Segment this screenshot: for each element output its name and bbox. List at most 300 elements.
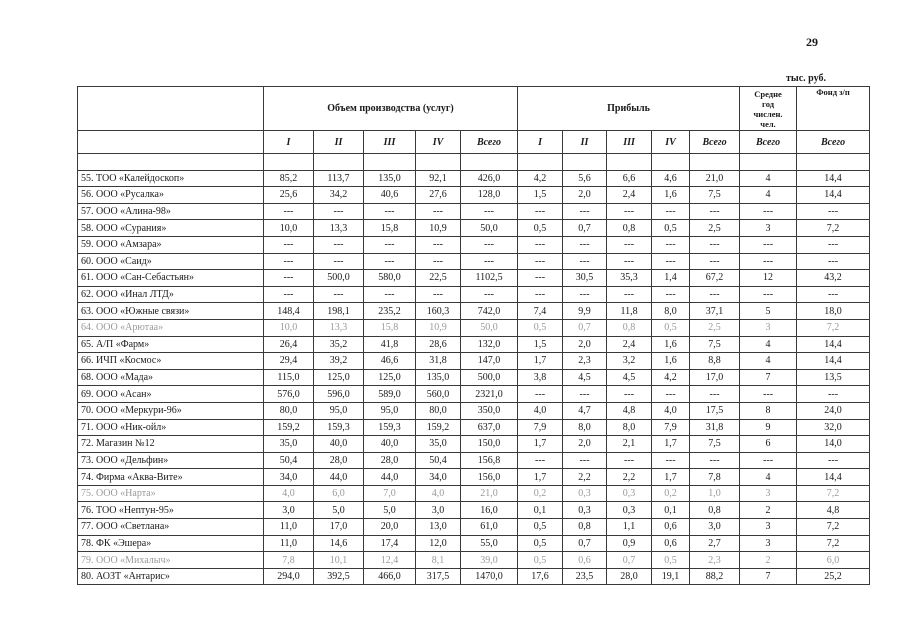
value-cell: --- (690, 203, 740, 220)
value-cell: 12,4 (364, 552, 416, 569)
value-cell: 4 (740, 469, 797, 486)
value-cell: 8,1 (416, 552, 461, 569)
value-cell: --- (652, 452, 690, 469)
value-cell: --- (740, 253, 797, 270)
value-cell: --- (518, 270, 563, 287)
value-cell: 1,5 (518, 187, 563, 204)
value-cell: --- (797, 286, 870, 303)
subheader-cell: Всего (690, 131, 740, 154)
company-name-cell: 59. ООО «Амзара» (78, 236, 264, 253)
value-cell: --- (416, 236, 461, 253)
value-cell: --- (461, 286, 518, 303)
value-cell: --- (690, 236, 740, 253)
page-number: 29 (806, 35, 818, 49)
spacer-cell (797, 154, 870, 171)
header-empty (78, 87, 264, 131)
table-row (78, 452, 870, 469)
value-cell: 35,3 (607, 270, 652, 287)
value-cell: 28,0 (314, 452, 364, 469)
table-row (78, 220, 870, 237)
value-cell: 2,7 (690, 535, 740, 552)
company-name-cell: 79. ООО «Михалыч» (78, 552, 264, 569)
spacer-cell (740, 154, 797, 171)
value-cell: --- (461, 236, 518, 253)
value-cell: --- (607, 286, 652, 303)
value-cell: --- (690, 286, 740, 303)
value-cell: 0,9 (607, 535, 652, 552)
value-cell: 159,2 (416, 419, 461, 436)
table-row (78, 187, 870, 204)
company-name-cell: 64. ООО «Арютаа» (78, 319, 264, 336)
value-cell: 637,0 (461, 419, 518, 436)
value-cell: --- (607, 386, 652, 403)
value-cell: --- (797, 203, 870, 220)
value-cell: 576,0 (264, 386, 314, 403)
spacer-cell (652, 154, 690, 171)
value-cell: 1,7 (518, 353, 563, 370)
value-cell: 4,0 (518, 402, 563, 419)
value-cell: --- (740, 286, 797, 303)
value-cell: 55,0 (461, 535, 518, 552)
value-cell: --- (518, 236, 563, 253)
value-cell: 14,4 (797, 336, 870, 353)
value-cell: 0,5 (518, 552, 563, 569)
value-cell: 2,5 (690, 220, 740, 237)
value-cell: 0,2 (518, 485, 563, 502)
value-cell: 11,8 (607, 303, 652, 320)
value-cell: --- (652, 236, 690, 253)
value-cell: 4,0 (416, 485, 461, 502)
value-cell: 4 (740, 336, 797, 353)
value-cell: 132,0 (461, 336, 518, 353)
value-cell: 88,2 (690, 568, 740, 585)
header-profit-group: Прибыль (518, 87, 740, 131)
value-cell: 3 (740, 319, 797, 336)
value-cell: 589,0 (364, 386, 416, 403)
company-name-cell: 61. ООО «Сан-Себастьян» (78, 270, 264, 287)
table-row (78, 303, 870, 320)
header-wage-fund: Фонд з/п (797, 87, 870, 131)
value-cell: 159,2 (264, 419, 314, 436)
value-cell: 21,0 (461, 485, 518, 502)
value-cell: 135,0 (364, 170, 416, 187)
value-cell: 26,4 (264, 336, 314, 353)
value-cell: 1,0 (690, 485, 740, 502)
value-cell: 35,0 (264, 436, 314, 453)
company-name-cell: 63. ООО «Южные связи» (78, 303, 264, 320)
value-cell: 4,2 (518, 170, 563, 187)
company-name-cell: 71. ООО «Ник-ойл» (78, 419, 264, 436)
value-cell: 0,5 (652, 552, 690, 569)
value-cell: --- (518, 203, 563, 220)
company-name-cell: 55. ТОО «Калейдоскоп» (78, 170, 264, 187)
value-cell: 4,6 (652, 170, 690, 187)
value-cell: 2,4 (607, 336, 652, 353)
value-cell: 160,3 (416, 303, 461, 320)
value-cell: 392,5 (314, 568, 364, 585)
company-name-cell: 70. ООО «Меркури-96» (78, 402, 264, 419)
value-cell: 0,6 (652, 535, 690, 552)
table-row (78, 419, 870, 436)
value-cell: 1,1 (607, 519, 652, 536)
value-cell: 19,1 (652, 568, 690, 585)
value-cell: 6 (740, 436, 797, 453)
value-cell: 13,3 (314, 319, 364, 336)
value-cell: 85,2 (264, 170, 314, 187)
value-cell: --- (740, 386, 797, 403)
table-row (78, 369, 870, 386)
value-cell: 150,0 (461, 436, 518, 453)
value-cell: 14,4 (797, 187, 870, 204)
table-row (78, 270, 870, 287)
value-cell: 7,5 (690, 336, 740, 353)
value-cell: 31,8 (416, 353, 461, 370)
value-cell: 14,0 (797, 436, 870, 453)
value-cell: 2,3 (563, 353, 607, 370)
value-cell: 29,4 (264, 353, 314, 370)
value-cell: 25,2 (797, 568, 870, 585)
value-cell: 22,5 (416, 270, 461, 287)
value-cell: 50,4 (416, 452, 461, 469)
value-cell: --- (364, 203, 416, 220)
spacer-cell (264, 154, 314, 171)
value-cell: 5,6 (563, 170, 607, 187)
value-cell: 7 (740, 369, 797, 386)
value-cell: 10,1 (314, 552, 364, 569)
value-cell: 7,2 (797, 220, 870, 237)
value-cell: --- (740, 236, 797, 253)
subheader-cell: IV (652, 131, 690, 154)
value-cell: 4 (740, 170, 797, 187)
value-cell: --- (518, 452, 563, 469)
value-cell: 6,0 (797, 552, 870, 569)
value-cell: --- (518, 286, 563, 303)
table-row (78, 319, 870, 336)
value-cell: --- (652, 253, 690, 270)
value-cell: 294,0 (264, 568, 314, 585)
value-cell: 28,0 (607, 568, 652, 585)
value-cell: 95,0 (314, 402, 364, 419)
company-name-cell: 74. Фирма «Аква-Вите» (78, 469, 264, 486)
value-cell: 0,5 (518, 519, 563, 536)
table-row (78, 502, 870, 519)
value-cell: 0,2 (652, 485, 690, 502)
value-cell: 43,2 (797, 270, 870, 287)
value-cell: --- (563, 452, 607, 469)
value-cell: 4,8 (607, 402, 652, 419)
value-cell: 3,0 (690, 519, 740, 536)
value-cell: --- (563, 203, 607, 220)
value-cell: 7,2 (797, 319, 870, 336)
value-cell: 0,5 (652, 220, 690, 237)
value-cell: 6,6 (607, 170, 652, 187)
value-cell: 3 (740, 485, 797, 502)
company-name-cell: 72. Магазин №12 (78, 436, 264, 453)
value-cell: 115,0 (264, 369, 314, 386)
value-cell: 46,6 (364, 353, 416, 370)
spacer-cell (461, 154, 518, 171)
value-cell: --- (264, 203, 314, 220)
value-cell: 15,8 (364, 319, 416, 336)
value-cell: 39,2 (314, 353, 364, 370)
value-cell: 5,0 (314, 502, 364, 519)
value-cell: 580,0 (364, 270, 416, 287)
value-cell: 39,0 (461, 552, 518, 569)
value-cell: 0,7 (563, 319, 607, 336)
value-cell: 40,0 (314, 436, 364, 453)
value-cell: --- (607, 452, 652, 469)
value-cell: 30,5 (563, 270, 607, 287)
value-cell: 13,5 (797, 369, 870, 386)
value-cell: --- (461, 203, 518, 220)
value-cell: 37,1 (690, 303, 740, 320)
table-row (78, 253, 870, 270)
value-cell: 9,9 (563, 303, 607, 320)
value-cell: 11,0 (264, 535, 314, 552)
value-cell: --- (797, 386, 870, 403)
value-cell: --- (797, 452, 870, 469)
value-cell: --- (364, 253, 416, 270)
value-cell: 17,6 (518, 568, 563, 585)
value-cell: 0,5 (518, 319, 563, 336)
value-cell: --- (607, 253, 652, 270)
value-cell: 7,2 (797, 519, 870, 536)
value-cell: 0,7 (563, 535, 607, 552)
value-cell: --- (314, 286, 364, 303)
spacer-cell (314, 154, 364, 171)
value-cell: --- (416, 253, 461, 270)
subheader-cell: III (607, 131, 652, 154)
value-cell: 3,0 (264, 502, 314, 519)
spacer-cell (78, 154, 264, 171)
value-cell: 159,3 (364, 419, 416, 436)
value-cell: 1,7 (652, 436, 690, 453)
table-row (78, 436, 870, 453)
value-cell: 34,2 (314, 187, 364, 204)
value-cell: 2,0 (563, 436, 607, 453)
value-cell: 7,8 (264, 552, 314, 569)
value-cell: --- (416, 203, 461, 220)
value-cell: 0,6 (652, 519, 690, 536)
value-cell: 4,2 (652, 369, 690, 386)
value-cell: 0,6 (563, 552, 607, 569)
value-cell: 3 (740, 535, 797, 552)
value-cell: 2,2 (607, 469, 652, 486)
table-row (78, 568, 870, 585)
value-cell: --- (607, 236, 652, 253)
value-cell: 7,8 (690, 469, 740, 486)
spacer-cell (518, 154, 563, 171)
value-cell: 0,7 (607, 552, 652, 569)
value-cell: 4,0 (264, 485, 314, 502)
value-cell: 7,2 (797, 485, 870, 502)
value-cell: --- (690, 452, 740, 469)
company-name-cell: 78. ФК «Эшера» (78, 535, 264, 552)
value-cell: 8,0 (607, 419, 652, 436)
value-cell: 23,5 (563, 568, 607, 585)
value-cell: --- (652, 203, 690, 220)
value-cell: 10,0 (264, 220, 314, 237)
value-cell: 14,6 (314, 535, 364, 552)
table-row (78, 386, 870, 403)
value-cell: --- (797, 253, 870, 270)
value-cell: 8,0 (652, 303, 690, 320)
value-cell: 2 (740, 502, 797, 519)
value-cell: 0,3 (563, 502, 607, 519)
value-cell: --- (563, 253, 607, 270)
value-cell: 24,0 (797, 402, 870, 419)
value-cell: 18,0 (797, 303, 870, 320)
value-cell: 3,8 (518, 369, 563, 386)
value-cell: --- (364, 286, 416, 303)
subheader-cell: I (264, 131, 314, 154)
company-name-cell: 66. ИЧП «Космос» (78, 353, 264, 370)
table-row (78, 519, 870, 536)
table-row (78, 402, 870, 419)
company-name-cell: 60. ООО «Саид» (78, 253, 264, 270)
value-cell: --- (607, 203, 652, 220)
subheader-cell: Всего (797, 131, 870, 154)
value-cell: 44,0 (314, 469, 364, 486)
value-cell: 9 (740, 419, 797, 436)
value-cell: 2 (740, 552, 797, 569)
value-cell: 147,0 (461, 353, 518, 370)
value-cell: 2,0 (563, 336, 607, 353)
value-cell: 1,7 (518, 469, 563, 486)
header-row-subcolumns (78, 131, 870, 154)
value-cell: 0,3 (607, 485, 652, 502)
value-cell: 25,6 (264, 187, 314, 204)
value-cell: 80,0 (264, 402, 314, 419)
table-row (78, 170, 870, 187)
value-cell: 2,1 (607, 436, 652, 453)
company-name-cell: 77. ООО «Светлана» (78, 519, 264, 536)
value-cell: 17,0 (690, 369, 740, 386)
spacer-cell (563, 154, 607, 171)
value-cell: 67,2 (690, 270, 740, 287)
value-cell: --- (314, 253, 364, 270)
value-cell: 1,6 (652, 336, 690, 353)
value-cell: 0,5 (652, 319, 690, 336)
table-row (78, 236, 870, 253)
value-cell: 7,9 (518, 419, 563, 436)
value-cell: --- (314, 203, 364, 220)
value-cell: 2,3 (690, 552, 740, 569)
value-cell: 16,0 (461, 502, 518, 519)
value-cell: 8,0 (563, 419, 607, 436)
value-cell: 92,1 (416, 170, 461, 187)
value-cell: --- (690, 253, 740, 270)
spacer-cell (416, 154, 461, 171)
value-cell: 14,4 (797, 170, 870, 187)
value-cell: 95,0 (364, 402, 416, 419)
value-cell: 156,0 (461, 469, 518, 486)
value-cell: 20,0 (364, 519, 416, 536)
company-name-cell: 80. АОЗТ «Антарис» (78, 568, 264, 585)
value-cell: 5 (740, 303, 797, 320)
subheader-cell: III (364, 131, 416, 154)
value-cell: 10,9 (416, 319, 461, 336)
value-cell: 21,0 (690, 170, 740, 187)
value-cell: 50,0 (461, 220, 518, 237)
value-cell: 40,6 (364, 187, 416, 204)
value-cell: 125,0 (364, 369, 416, 386)
value-cell: 10,9 (416, 220, 461, 237)
spacer-cell (607, 154, 652, 171)
value-cell: 34,0 (264, 469, 314, 486)
value-cell: 7,4 (518, 303, 563, 320)
value-cell: 40,0 (364, 436, 416, 453)
value-cell: 235,2 (364, 303, 416, 320)
value-cell: 0,8 (607, 220, 652, 237)
subheader-cell: Всего (461, 131, 518, 154)
value-cell: 7,2 (797, 535, 870, 552)
value-cell: 2,4 (607, 187, 652, 204)
value-cell: --- (652, 286, 690, 303)
value-cell: 0,3 (563, 485, 607, 502)
header-volume-group: Объем производства (услуг) (264, 87, 518, 131)
subheader-empty (78, 131, 264, 154)
value-cell: 8 (740, 402, 797, 419)
value-cell: 50,0 (461, 319, 518, 336)
value-cell: --- (563, 236, 607, 253)
value-cell: 41,8 (364, 336, 416, 353)
value-cell: 4,0 (652, 402, 690, 419)
value-cell: 350,0 (461, 402, 518, 419)
value-cell: 44,0 (364, 469, 416, 486)
value-cell: 3 (740, 519, 797, 536)
value-cell: 11,0 (264, 519, 314, 536)
value-cell: 0,8 (607, 319, 652, 336)
company-name-cell: 56. ООО «Русалка» (78, 187, 264, 204)
value-cell: 17,5 (690, 402, 740, 419)
value-cell: 466,0 (364, 568, 416, 585)
value-cell: 1,7 (652, 469, 690, 486)
table-row (78, 203, 870, 220)
table-row (78, 336, 870, 353)
value-cell: 7,9 (652, 419, 690, 436)
value-cell: 500,0 (461, 369, 518, 386)
value-cell: 4,8 (797, 502, 870, 519)
value-cell: 1,5 (518, 336, 563, 353)
value-cell: 27,6 (416, 187, 461, 204)
value-cell: --- (690, 386, 740, 403)
value-cell: 156,8 (461, 452, 518, 469)
value-cell: 3,0 (416, 502, 461, 519)
value-cell: 198,1 (314, 303, 364, 320)
value-cell: 28,0 (364, 452, 416, 469)
table-row (78, 353, 870, 370)
value-cell: 4,5 (607, 369, 652, 386)
value-cell: 596,0 (314, 386, 364, 403)
value-cell: 0,5 (518, 535, 563, 552)
value-cell: 1102,5 (461, 270, 518, 287)
spacer-row (78, 154, 870, 171)
value-cell: 4 (740, 187, 797, 204)
header-avg-staff: Средне год числен. чел. (740, 87, 797, 131)
subheader-cell: IV (416, 131, 461, 154)
value-cell: 0,8 (563, 519, 607, 536)
value-cell: 128,0 (461, 187, 518, 204)
table-row (78, 485, 870, 502)
table-row (78, 535, 870, 552)
value-cell: --- (740, 203, 797, 220)
company-name-cell: 76. ТОО «Нептун-95» (78, 502, 264, 519)
company-name-cell: 73. ООО «Дельфин» (78, 452, 264, 469)
value-cell: --- (652, 386, 690, 403)
subheader-cell: Всего (740, 131, 797, 154)
value-cell: 35,0 (416, 436, 461, 453)
